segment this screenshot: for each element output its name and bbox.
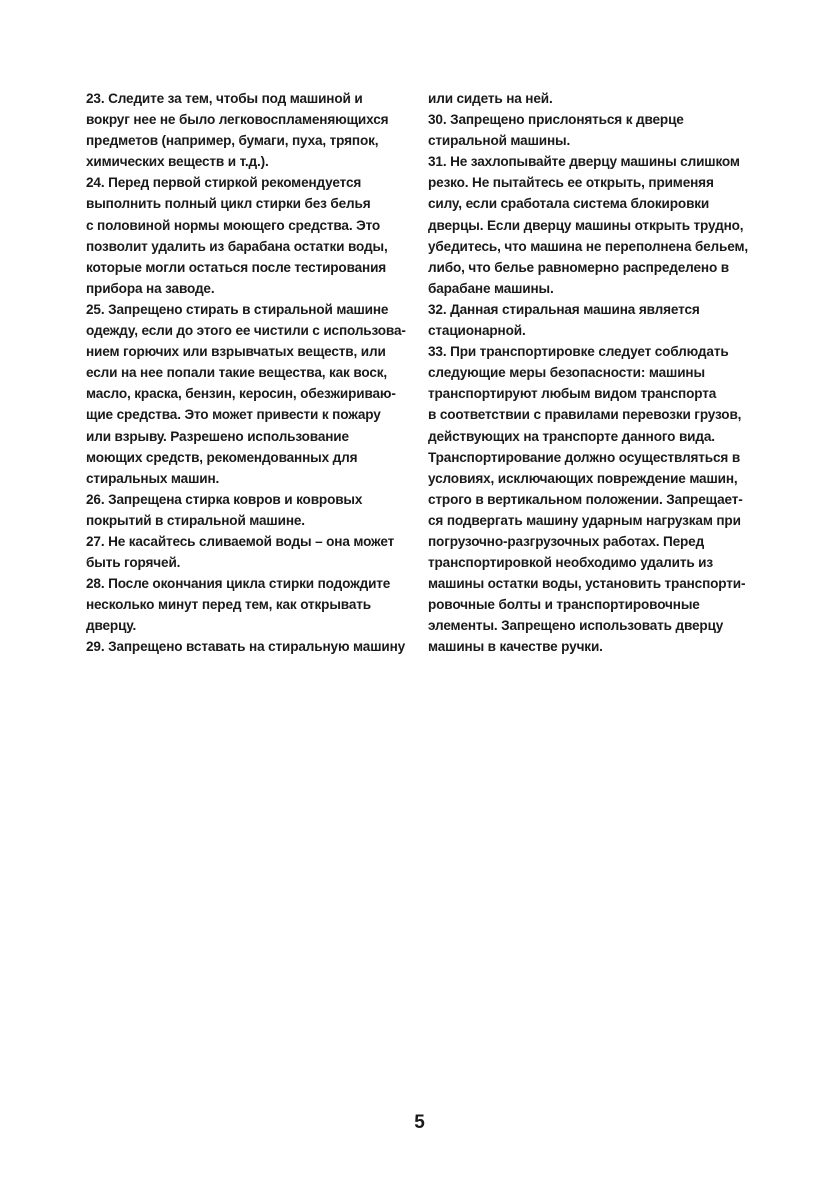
text-line: стационарной. bbox=[428, 323, 526, 339]
text-line: 26. Запрещена стирка ковров и ковровых bbox=[86, 491, 363, 507]
text-line: 29. Запрещено вставать на стиральную машину bbox=[86, 639, 406, 655]
text-line: 24. Перед первой стиркой рекомендуется bbox=[86, 175, 362, 191]
text-line: Транспортирование должно осуществляться в bbox=[428, 449, 741, 465]
text-line: строго в вертикальном положении. Запрещает- bbox=[428, 491, 743, 507]
text-line: погрузочно-разгрузочных работах. Перед bbox=[428, 533, 705, 549]
text-line: следующие меры безопасности: машины bbox=[428, 365, 705, 381]
text-line: 30. Запрещено прислоняться к дверце bbox=[428, 112, 684, 128]
text-line: ровочные болты и транспортировочные bbox=[428, 597, 700, 613]
text-line: транспортировкой необходимо удалить из bbox=[428, 555, 713, 571]
right-text-column bbox=[428, 88, 758, 658]
text-line: 27. Не касайтесь сливаемой воды – она может bbox=[86, 533, 395, 549]
text-line: предметов (например, бумаги, пуха, тряпок, bbox=[86, 133, 379, 149]
text-line: ся подвергать машину ударным нагрузкам при bbox=[428, 512, 741, 528]
text-line: дверцы. Если дверцу машины открыть трудно, bbox=[428, 217, 744, 233]
text-line: 33. При транспортировке следует соблюдать bbox=[428, 344, 729, 360]
text-line: масло, краска, бензин, керосин, обезжириваю- bbox=[86, 386, 396, 402]
text-line: машины остатки воды, установить транспорти- bbox=[428, 576, 746, 592]
text-line: позволит удалить из барабана остатки воды, bbox=[86, 238, 388, 254]
text-line: моющих средств, рекомендованных для bbox=[86, 449, 358, 465]
text-line: быть горячей. bbox=[86, 555, 181, 571]
text-line: выполнить полный цикл стирки без белья bbox=[86, 196, 371, 212]
text-line: или взрыву. Разрешено использование bbox=[86, 428, 349, 444]
page-number: 5 bbox=[414, 1112, 425, 1133]
text-line: щие средства. Это может привести к пожару bbox=[86, 407, 381, 423]
text-line: 31. Не захлопывайте дверцу машины слишком bbox=[428, 154, 740, 170]
text-line: условиях, исключающих повреждение машин, bbox=[428, 470, 738, 486]
text-line: нием горючих или взрывчатых веществ, или bbox=[86, 344, 386, 360]
text-line: или сидеть на ней. bbox=[428, 91, 553, 106]
left-text-column bbox=[86, 88, 408, 658]
text-line: вокруг нее не было легковоспламеняющихся bbox=[86, 112, 389, 128]
text-line: прибора на заводе. bbox=[86, 280, 215, 296]
text-line: резко. Не пытайтесь ее открыть, применяя bbox=[428, 175, 714, 191]
text-line: несколько минут перед тем, как открывать bbox=[86, 597, 371, 613]
text-line: силу, если сработала система блокировки bbox=[428, 196, 710, 212]
text-line: химических веществ и т.д.). bbox=[86, 154, 269, 170]
text-line: барабане машины. bbox=[428, 280, 554, 296]
text-line: 32. Данная стиральная машина является bbox=[428, 301, 700, 317]
text-line: действующих на транспорте данного вида. bbox=[428, 428, 715, 444]
text-line: дверцу. bbox=[86, 618, 137, 634]
text-line: машины в качестве ручки. bbox=[428, 639, 603, 655]
text-line: 25. Запрещено стирать в стиральной машине bbox=[86, 301, 389, 317]
text-line: стиральных машин. bbox=[86, 470, 220, 486]
text-line: 28. После окончания цикла стирки подождите bbox=[86, 576, 391, 592]
text-line: элементы. Запрещено использовать дверцу bbox=[428, 618, 724, 634]
text-line: транспортируют любым видом транспорта bbox=[428, 386, 717, 402]
text-line: в соответствии с правилами перевозки грузов, bbox=[428, 407, 742, 423]
text-line: одежду, если до этого ее чистили с использова- bbox=[86, 323, 406, 339]
text-line: если на нее попали такие вещества, как воск, bbox=[86, 365, 388, 381]
text-line: покрытий в стиральной машине. bbox=[86, 512, 305, 528]
text-line: убедитесь, что машина не переполнена бельем, bbox=[428, 238, 749, 254]
text-line: с половиной нормы моющего средства. Это bbox=[86, 217, 381, 233]
text-line: стиральной машины. bbox=[428, 133, 571, 149]
text-line: которые могли остаться после тестирования bbox=[86, 259, 387, 275]
text-line: 23. Следите за тем, чтобы под машиной и bbox=[86, 91, 363, 106]
text-line: либо, что белье равномерно распределено в bbox=[428, 259, 729, 275]
